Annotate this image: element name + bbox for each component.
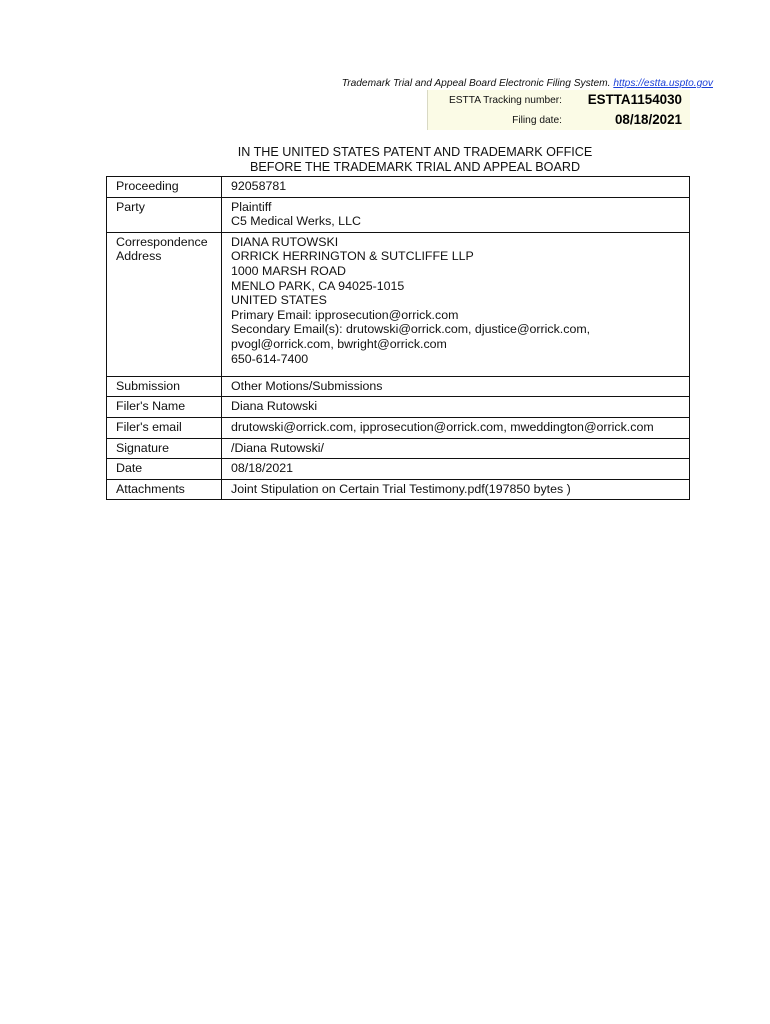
proceeding-label: Proceeding bbox=[107, 177, 222, 198]
table-row bbox=[107, 397, 690, 418]
table-row bbox=[107, 376, 690, 397]
party-role: Plaintiff bbox=[231, 199, 272, 214]
table-row bbox=[107, 438, 690, 459]
filers-name-value: Diana Rutowski bbox=[222, 397, 690, 418]
correspondence-label-line-2: Address bbox=[116, 249, 162, 264]
filers-email-value: drutowski@orrick.com, ipprosecution@orrick.com, mweddington@orrick.com bbox=[222, 417, 690, 438]
filing-date-row bbox=[428, 110, 690, 130]
phone-number: 650-614-7400 bbox=[231, 351, 309, 366]
filing-date: 08/18/2021 bbox=[614, 112, 682, 127]
address-line: ORRICK HERRINGTON & SUTCLIFFE LLP bbox=[231, 249, 474, 264]
party-value bbox=[222, 197, 690, 232]
address-line: 1000 MARSH ROAD bbox=[231, 263, 346, 278]
table-row bbox=[107, 479, 690, 500]
table-row bbox=[107, 197, 690, 232]
party-name: C5 Medical Werks, LLC bbox=[231, 214, 361, 229]
date-label: Date bbox=[107, 459, 222, 480]
filers-email-label: Filer's email bbox=[107, 417, 222, 438]
attachments-value: Joint Stipulation on Certain Trial Testimony.pdf(197850 bytes ) bbox=[222, 479, 690, 500]
secondary-emails: Secondary Email(s): drutowski@orrick.com, djustice@orrick.com, bbox=[231, 322, 591, 337]
filers-name-label: Filer's Name bbox=[107, 397, 222, 418]
correspondence-label bbox=[107, 232, 222, 376]
party-label: Party bbox=[107, 197, 222, 232]
filing-details-table bbox=[106, 176, 690, 500]
tracking-number-row bbox=[428, 90, 690, 110]
signature-value: /Diana Rutowski/ bbox=[222, 438, 690, 459]
table-row bbox=[107, 232, 690, 376]
proceeding-value: 92058781 bbox=[222, 177, 690, 198]
correspondence-address bbox=[222, 232, 690, 376]
estta-link[interactable]: https://estta.uspto.gov bbox=[613, 78, 713, 89]
tracking-box bbox=[427, 90, 690, 130]
table-row bbox=[107, 177, 690, 198]
filing-system-text: Trademark Trial and Appeal Board Electronic Filing System. bbox=[341, 78, 614, 89]
address-line: DIANA RUTOWSKI bbox=[231, 234, 339, 249]
submission-label: Submission bbox=[107, 376, 222, 397]
tracking-number: ESTTA1154030 bbox=[587, 92, 682, 107]
filing-date-label: Filing date: bbox=[512, 115, 562, 126]
correspondence-label-line-1: Correspondence bbox=[116, 234, 208, 249]
tracking-number-label: ESTTA Tracking number: bbox=[448, 95, 562, 106]
heading-line-1: IN THE UNITED STATES PATENT AND TRADEMARK OFFICE bbox=[237, 145, 593, 159]
address-line: MENLO PARK, CA 94025-1015 bbox=[231, 278, 405, 293]
submission-value: Other Motions/Submissions bbox=[222, 376, 690, 397]
table-row bbox=[107, 459, 690, 480]
date-value: 08/18/2021 bbox=[222, 459, 690, 480]
primary-email: Primary Email: ipprosecution@orrick.com bbox=[231, 307, 459, 322]
table-row bbox=[107, 417, 690, 438]
filing-system-header bbox=[342, 78, 713, 89]
secondary-emails-cont: pvogl@orrick.com, bwright@orrick.com bbox=[231, 336, 447, 351]
address-line: UNITED STATES bbox=[231, 293, 327, 308]
attachments-label: Attachments bbox=[107, 479, 222, 500]
signature-label: Signature bbox=[107, 438, 222, 459]
heading-line-2: BEFORE THE TRADEMARK TRIAL AND APPEAL BOARD bbox=[249, 160, 581, 174]
